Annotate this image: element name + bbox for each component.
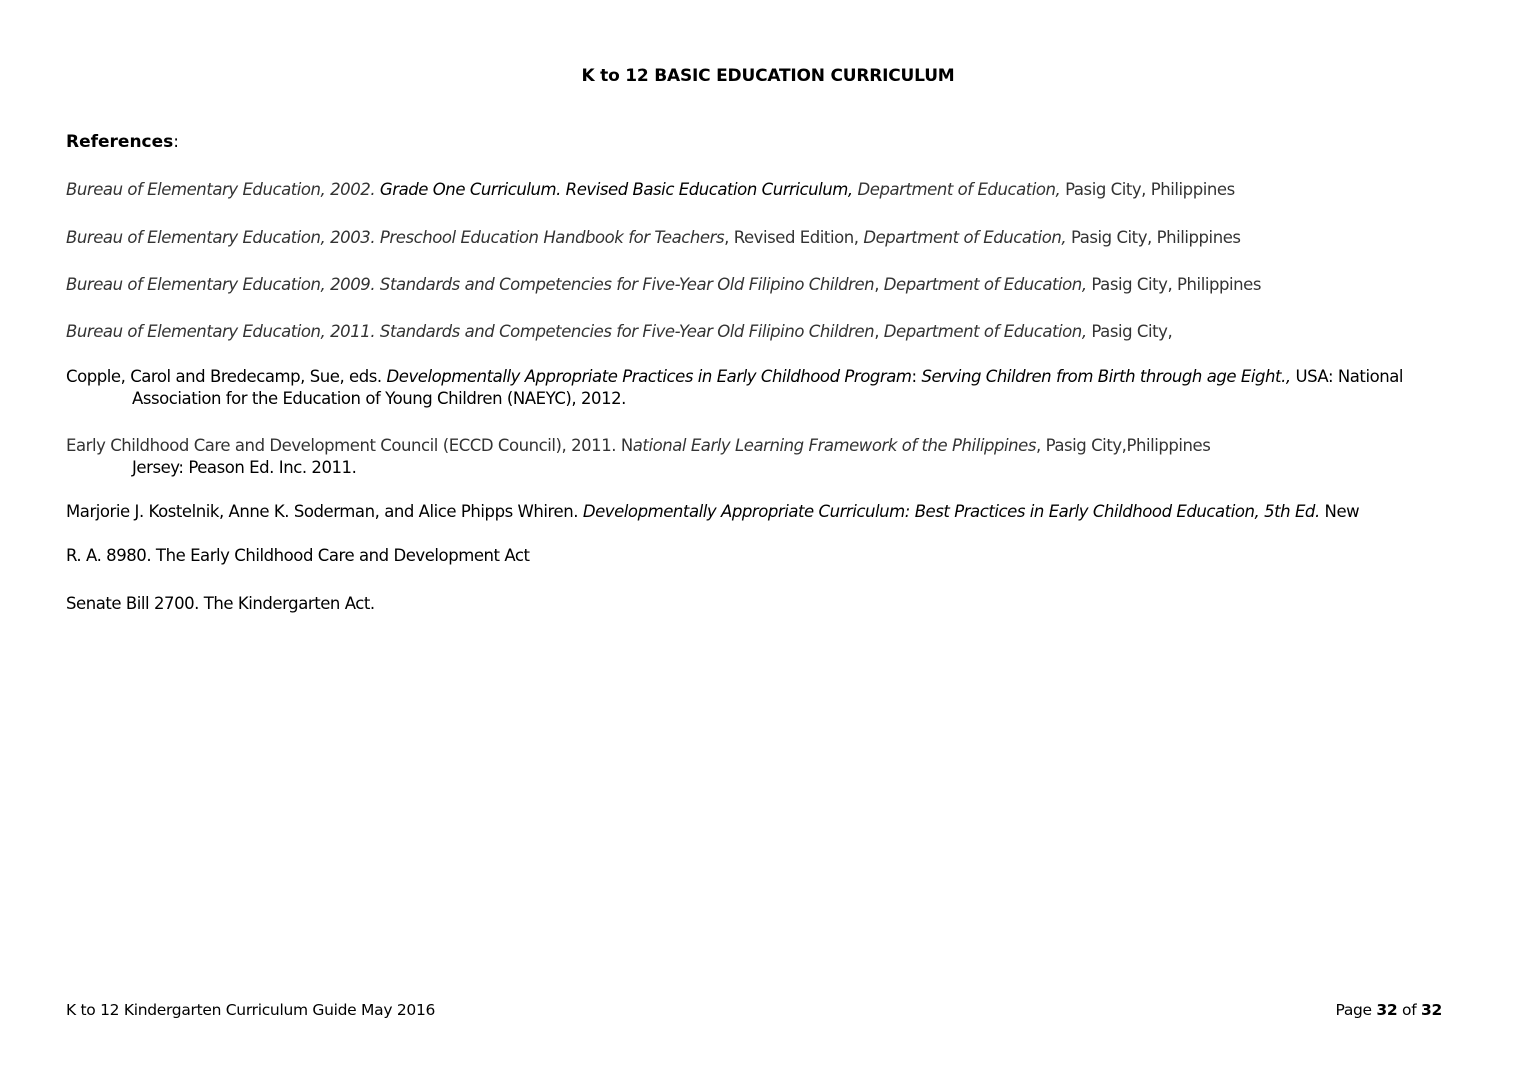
reference-publisher: Department of Education, — [863, 228, 1071, 247]
page-of: of — [1397, 1001, 1422, 1019]
reference-author: Bureau of Elementary Education, 2009. — [66, 275, 380, 294]
reference-location: Pasig City, — [1091, 322, 1173, 341]
reference-publisher: Department of Education, — [857, 180, 1066, 199]
reference-publisher: Department of Education, — [883, 322, 1092, 341]
reference-item — [66, 366, 1403, 410]
page-prefix: Page — [1335, 1001, 1377, 1019]
reference-item — [66, 593, 375, 615]
footer-document-title: K to 12 Kindergarten Curriculum Guide May 2016 — [66, 1001, 436, 1019]
reference-author: Bureau of Elementary Education, 2003. — [66, 228, 380, 247]
reference-item — [66, 545, 530, 567]
reference-location: Pasig City, Philippines — [1065, 180, 1235, 199]
reference-author: Copple, Carol and Bredecamp, Sue, eds. — [66, 367, 387, 386]
reference-location: Pasig City, Philippines — [1070, 228, 1241, 247]
reference-edition: , Revised Edition, — [724, 228, 864, 247]
reference-item — [66, 227, 1241, 249]
reference-continuation: Jersey: Peason Ed. Inc. 2011. — [132, 458, 357, 477]
reference-author: Early Childhood Care and Development Council (ECCD Council), 2011. N — [66, 436, 633, 455]
reference-location: , Pasig City,Philippines — [1036, 436, 1211, 455]
page-title: K to 12 BASIC EDUCATION CURRICULUM — [581, 66, 955, 86]
reference-author: Bureau of Elementary Education, 2002. — [66, 180, 380, 199]
reference-title: Grade One Curriculum. Revised Basic Education Curriculum, — [379, 180, 858, 199]
reference-title: Preschool Education Handbook for Teachers — [379, 228, 725, 247]
reference-item — [66, 179, 1235, 201]
reference-subtitle: Serving Children from Birth through age Eight., — [921, 367, 1296, 386]
page-total: 32 — [1421, 1001, 1442, 1019]
references-heading — [66, 132, 179, 152]
reference-author: Marjorie J. Kostelnik, Anne K. Soderman, and Alice Phipps Whiren. — [66, 502, 583, 521]
reference-title: Developmentally Appropriate Practices in Early Childhood Program — [386, 367, 912, 386]
reference-author: Bureau of Elementary Education, 2011. — [66, 322, 380, 341]
reference-separator: : — [911, 367, 922, 386]
reference-location: USA: National — [1295, 367, 1404, 386]
reference-item — [66, 501, 1359, 523]
reference-title: Developmentally Appropriate Curriculum: Best Practices in Early Childhood Education, 5th Ed. — [582, 502, 1320, 521]
reference-continuation: Association for the Education of Young Children (NAEYC), 2012. — [132, 389, 626, 408]
reference-location: New — [1319, 502, 1360, 521]
references-heading-label: References — [66, 132, 174, 152]
reference-separator: , — [874, 275, 884, 294]
reference-text: Senate Bill 2700. The Kindergarten Act. — [66, 594, 375, 613]
reference-title: Standards and Competencies for Five-Year Old Filipino Children — [379, 322, 875, 341]
reference-publisher: Department of Education, — [883, 275, 1092, 294]
reference-location: Pasig City, Philippines — [1091, 275, 1262, 294]
reference-title: ational Early Learning Framework of the Philippines — [632, 436, 1036, 455]
reference-item — [66, 435, 1210, 479]
footer-page-number — [1335, 1001, 1442, 1019]
reference-title: Standards and Competencies for Five-Year Old Filipino Children — [379, 275, 875, 294]
reference-text: R. A. 8980. The Early Childhood Care and Development Act — [66, 546, 530, 565]
references-heading-colon: : — [173, 132, 180, 152]
reference-item — [66, 321, 1172, 343]
reference-item — [66, 274, 1261, 296]
page-current: 32 — [1376, 1001, 1398, 1019]
reference-separator: , — [874, 322, 884, 341]
